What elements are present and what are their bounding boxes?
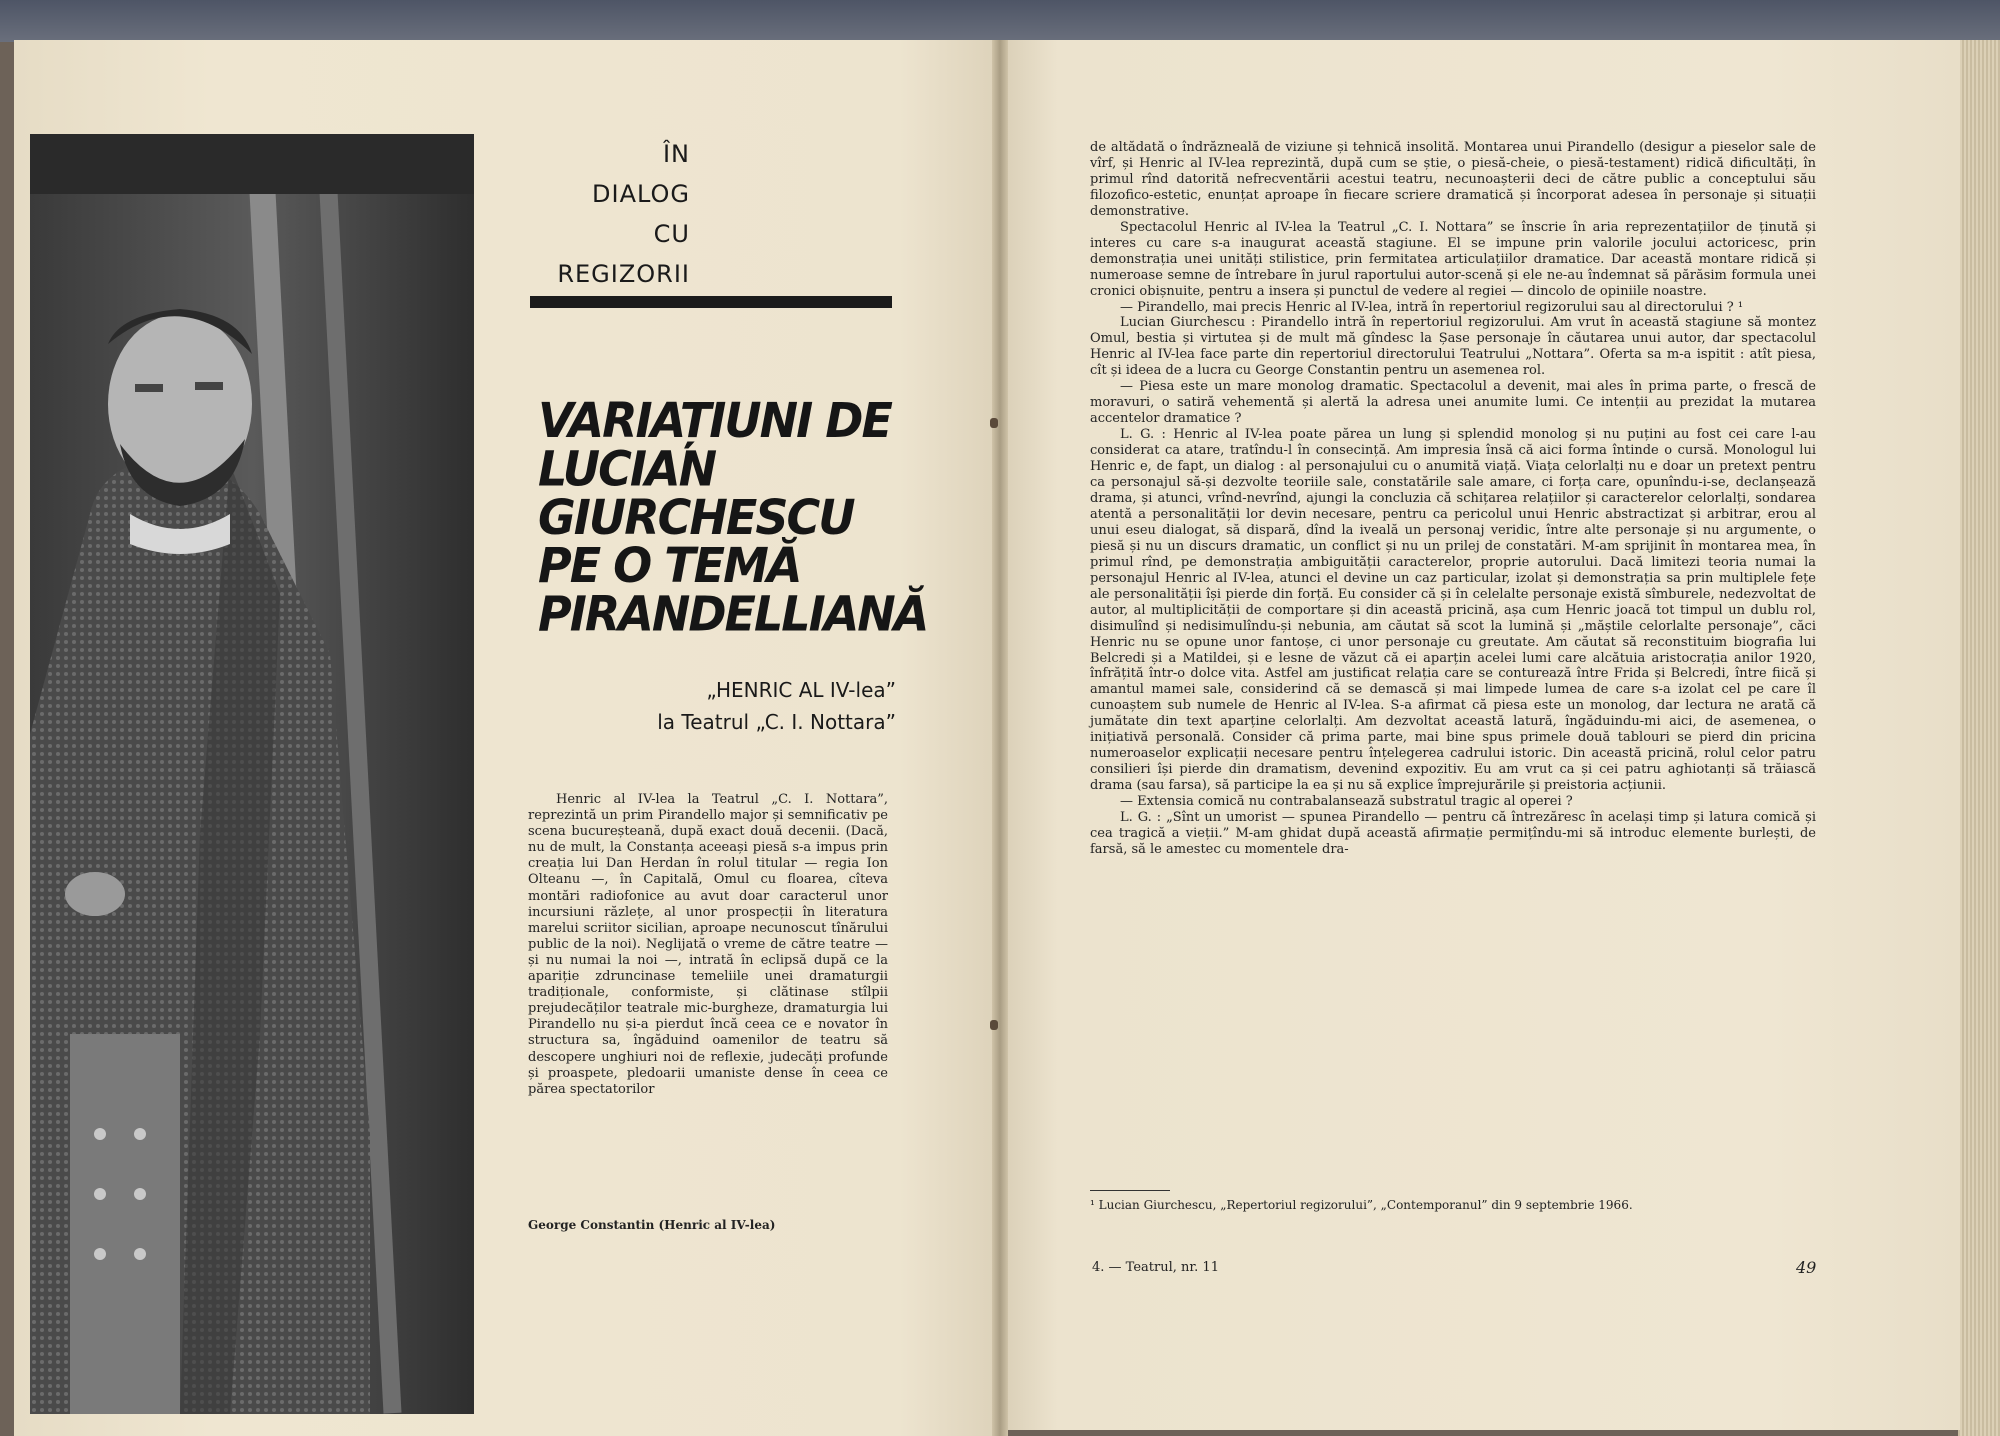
body-paragraph: — Extensia comică nu contrabalansează substratul tragic al operei ? [1120,794,1573,810]
section-kicker [480,134,690,294]
headline-line: VARIAȚIUNI DE [538,392,891,449]
body-paragraph: L. G. : „Sînt un umorist — spunea Pirandello — pentru că întrezăresc în același timp și latura comică și cea tragică a vieții.” M-am ghidat după această afirmație permițîndu-mi să introduc elemente burlești, de farsă, să le amestec cu momentele dra- [1090,810,1816,857]
headline-line: PE O TEMĂ [538,536,801,594]
body-paragraph: de altădată o îndrăzneală de viziune și tehnică insolită. Montarea unui Pirandello (desigur a pieselor sale de vîrf, și Henric al IV-lea reprezintă, după cum se știe, o piesă-cheie, o piesă-testament) ridică dificultăți, în primul rînd datorită nefrecventării acestui teatru, necunoașterii deci de către public a conceptului său filozofico-estetic, enunțat aproape în fiecare scriere dramatică și încorporat adesea în personaje și situații demonstrative. [1090,140,1816,219]
subtitle-play: „HENRIC AL IV-lea” [706,678,896,702]
body-paragraph: Lucian Giurchescu : Pirandello intră în repertoriul regizorului. Am vrut în această stagiune să montez Omul, bestia și virtutea și de mult mă gîndesc la Șase personaje în căutarea unui autor, dar spectacolul Henric al IV-lea face parte din repertoriul directorului Teatrului „Nottara”. Oferta sa m-a ispitit : atît piesa, cît și ideea de a lucra cu George Constantin pentru un asemenea rol. [1090,315,1816,379]
photo-caption: George Constantin (Henric al IV-lea) [528,1218,776,1232]
article-headline [538,392,928,642]
body-paragraph: L. G. : Henric al IV-lea poate părea un lung și splendid monolog și nu puțini au fost cei care l-au considerat ca atare, tratîndu-l în consecință. Am impresia însă că aici forma întinde o cursă. Monologul lui Henric e, de fapt, un dialog : al personajului cu o anumită viață. Viața celorlalți nu e doar un pretext pentru ca personajul să-și dezvolte teoriile sale, constatările sale amare, ci forța care, opunîndu-i-se, declanșează drama, și atunci, vrînd-nevrînd, ajungi la concluzia că schițarea relațiilor și caracterelor celorlalți, sondarea atentă a personalității lor devin necesare, pentru ca pericolul unui Henric abstractizat și arbitrar, erou al unui eseu dialogat, să dispară, dînd la iveală un personaj veridic, între alte personaje și nu argumente, o piesă și nu un discurs dramatic, un conflict și nu un prilej de constatări. M-am sprijinit în montarea mea, în primul rînd, pe demonstrația ambiguității caracterelor, proprie autorului. Dacă limitezi teoria numai la personajul Henric al IV-lea, atunci el devine un caz particular, izolat și demonstrația sa prin multiplele fețe ale personalității își pierde din forță. Eu consider că și în celelalte personaje există sîmburele, nedezvoltat de autor, al multiplicității de comportare și din această pricină, așa cum Henric joacă tot timpul un dublu rol, disimulînd și nedisimulîndu-și nebunia, am căutat să scot la lumină și „măștile celorlalte personaje”, căci Henric nu se opune unor fantoșe, ci unor personaje cu greutate. Am căutat să reconstituim biografia lui Belcredi și a Matildei, și e lesne de văzut că ei aparțin acelei lumi care alcătuia aristocrația anilor 1920, înfrățită într-o dolce vita. Astfel am justificat relația care se conturează între Frida și Belcredi, între fiică și amantul mamei sale, considerind că se demască și mai limpede lumea de care s-a izolat cel pe care îl cunoaștem sub numele de Henric al IV-lea. S-a afirmat că piesa este un monolog, dar lectura ne arată că jumătate din text aparține celorlalți. Am dezvoltat această latură, îngăduindu-mi aici, de asemenea, o inițiativă personală. Consider că prima parte, mai bine spus primele două tablouri se pierd din pricina numeroaselor explicații necesare pentru înțelegerea cadrului istoric. Din această pricină, rolul celor patru consilieri își pierde din dramatism, devenind expozitiv. Eu am vrut ca și cei patru aghiotanți să trăiască drama (sau farsa), să participe la ea și nu să explice împrejurările și preistoria acțiunii. [1090,427,1816,794]
binding-mark [990,1020,998,1030]
body-paragraph: — Piesa este un mare monolog dramatic. Spectacolul a devenit, mai ales în prima parte, o frescă de moravuri, o satiră vehementă și alertă la adresa unei anumite lumi. Ce intenții au prezidat la mutarea accentelor dramatice ? [1090,379,1816,427]
book-gutter [992,40,1008,1436]
article-body [1090,140,1816,858]
heading-rule [530,296,892,308]
article-subtitle [560,674,896,738]
portrait-photo [30,134,474,1414]
subtitle-theatre: la Teatrul „C. I. Nottara” [657,710,896,734]
headline-line: GIURCHESCU [538,488,854,546]
intro-column [528,792,888,1098]
binding-mark [990,418,998,428]
footnote-rule [1090,1190,1170,1191]
issue-folio: 4. — Teatrul, nr. 11 [1092,1260,1219,1275]
page-number: 49 [1796,1258,1817,1277]
kicker-line: REGIZORII [557,260,690,288]
kicker-line: DIALOG [592,180,690,208]
kicker-line: CU [653,220,690,248]
intro-paragraph: Henric al IV-lea la Teatrul „C. I. Nottara”, reprezintă un prim Pirandello major și semnificativ pe scena bucureșteană, după exact două decenii. (Dacă, nu de mult, la Constanța aceeași piesă s-a impus prin creația lui Dan Herdan în rolul titular — regia Ion Olteanu —, în Capitală, Omul cu floarea, cîteva montări radiofonice au avut doar caracterul unor incursiuni răzlețe, al unor prospecții în literatura marelui scriitor sicilian, aproape necunoscut tînărului public de la noi). Neglijată o vreme de către teatre — și nu numai la noi —, intrată în eclipsă după ce la apariție zdruncinase temeliile unei dramaturgii tradiționale, conformiste, și clătinase stîlpii prejudecăților teatrale mic-burgheze, dramaturgia lui Pirandello nu și-a pierdut încă ceea ce e novator în structura sa, îngăduind oamenilor de teatru să descopere unghiuri noi de reflexie, judecăți profunde și proaspete, pledoarii umaniste dense în ceea ce părea spectatorilor [528,792,888,1097]
kicker-line: ÎN [662,140,690,168]
background-top [0,0,2000,42]
page-edges [1958,40,2000,1436]
footnote: ¹ Lucian Giurchescu, „Repertoriul regizorului”, „Contemporanul” din 9 septembrie 1966. [1090,1198,1633,1212]
body-paragraph: — Pirandello, mai precis Henric al IV-lea, intră în repertoriul regizorului sau al directorului ? ¹ [1120,299,1744,315]
body-paragraph: Spectacolul Henric al IV-lea la Teatrul „C. I. Nottara” se înscrie în aria reprezentațiilor de ținută și interes cu care s-a inaugurat această stagiune. El se impune prin valorile jocului actoricesc, prin demonstrația unei unități stilistice, prin fermitatea articulațiilor dramatice. Dar această montare ridică și numeroase semne de întrebare în jurul raportului autor-scenă și ele ne-au îndemnat să părăsim formula unei cronici obișnuite, pentru a insera și punctul de vedere al regiei — dincolo de opiniile noastre. [1090,219,1816,299]
headline-line: PIRANDELLIANĂ [538,585,928,642]
headline-line: LUCIAN [538,440,716,498]
